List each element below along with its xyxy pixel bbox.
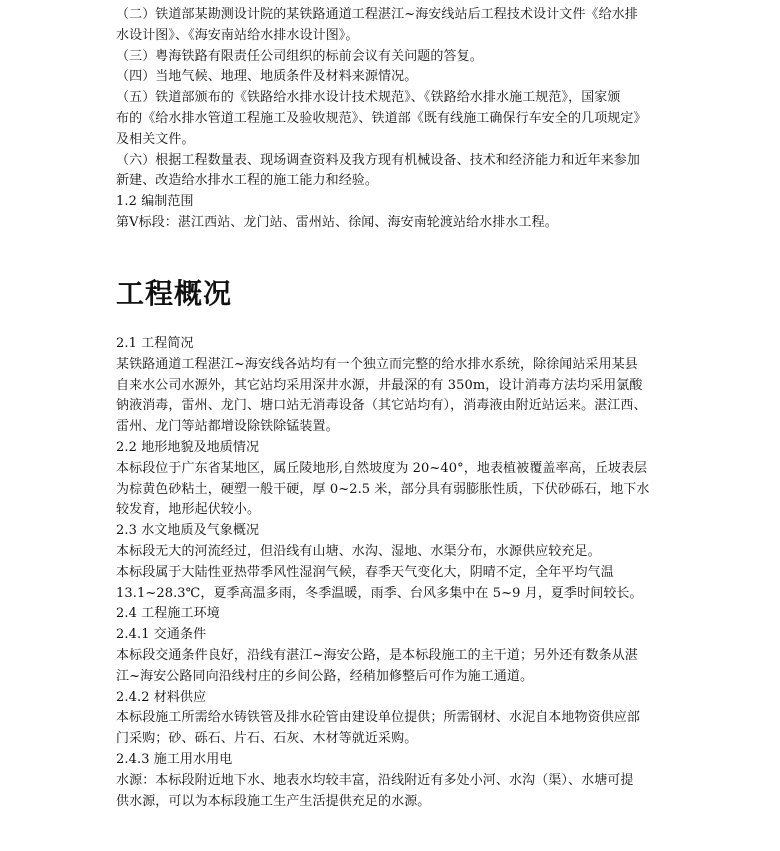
text-line: 雷州、龙门等站都增设除铁除锰装置。	[116, 419, 339, 435]
text-line: （三）粤海铁路有限责任公司组织的标前会议有关问题的答复。	[116, 48, 483, 64]
text-line: 布的《给水排水管道工程施工及验收规范》、铁道部《既有线施工确保行车安全的几项规定》	[116, 111, 647, 126]
text-line: 2.4.2 材料供应	[116, 689, 207, 705]
text-line: 水源：本标段附近地下水、地表水均较丰富，沿线附近有多处小河、水沟（渠）、水塘可提	[116, 772, 634, 788]
text-line: 2.4.3 施工用水用电	[116, 752, 233, 767]
text-line: 本标段施工所需给水铸铁管及排水砼管由建设单位提供；所需钢材、水泥自本地物资供应部	[116, 710, 641, 726]
text-line: 钠液消毒，雷州、龙门、塘口站无消毒设备（其它站均有），消毒液由附近站运来。湛江西、	[116, 398, 647, 414]
text-line: （四）当地气候、地理、地质条件及材料来源情况。	[116, 69, 418, 85]
text-line: （二）铁道部某勘测设计院的某铁路通道工程湛江~海安线站后工程技术设计文件《给水排	[116, 7, 638, 22]
text-line: 较发育，地形起伏较小。	[116, 502, 261, 518]
text-line: 江~海安公路同向沿线村庄的乡间公路，经稍加修整后可作为施工通道。	[116, 668, 534, 684]
text-line: 新建、改造给水排水工程的施工能力和经验。	[116, 173, 379, 189]
text-line: 本标段位于广东省某地区，属丘陵地形,自然坡度为 20~40°，地表植被覆盖率高，丘坡表层	[116, 460, 648, 476]
text-line: 为棕黄色砂粘土，硬塑一般干硬，厚 0~2.5 米，部分具有弱膨胀性质，下伏砂砾石，地下水	[116, 481, 650, 497]
text-line: 供水源，可以为本标段施工生产生活提供充足的水源。	[116, 793, 431, 809]
text-line: 及相关文件。	[116, 131, 195, 147]
text-line: 2.4 工程施工环境	[116, 606, 220, 622]
text-line: 第Ⅴ标段：湛江西站、龙门站、雷州站、徐闻、海安南轮渡站给水排水工程。	[116, 215, 558, 230]
text-line: （五）铁道部颁布的《铁路给水排水设计技术规范》、《铁路给水排水施工规范》，国家颁	[116, 90, 621, 106]
text-line: 1.2 编制范围	[116, 194, 194, 210]
text-line: 2.4.1 交通条件	[116, 627, 207, 643]
text-line: 某铁路通道工程湛江~海安线各站均有一个独立而完整的给水排水系统，除徐闻站采用某县	[116, 356, 638, 372]
text-line: （六）根据工程数量表、现场调查资料及我方现有机械设备、技术和经济能力和近年来参加	[116, 152, 641, 168]
text-line: 门采购；砂、砾石、片石、石灰、木材等就近采购。	[116, 731, 418, 747]
text-line: 自来水公司水源外，其它站均采用深井水源，井最深的有 350m，设计消毒方法均采用氯酸	[116, 377, 643, 393]
text-line: 本标段无大的河流经过，但沿线有山塘、水沟、湿地、水渠分布，水源供应较充足。	[116, 544, 601, 559]
text-line: 2.3 水文地质及气象概况	[116, 523, 260, 539]
text-line: 2.2 地形地貌及地质情况	[116, 440, 260, 455]
chapter-heading: 工程概况	[116, 277, 233, 310]
text-line: 水设计图》、《海安南站给水排水设计图》。	[116, 27, 359, 43]
text-line: 13.1~28.3℃，夏季高温多雨，冬季温暖，雨季、台风多集中在 5~9 月，夏季时间较长。	[116, 585, 643, 601]
text-line: 2.1 工程简况	[116, 336, 194, 351]
text-line: 本标段交通条件良好，沿线有湛江~海安公路，是本标段施工的主干道；另外还有数条从湛	[116, 648, 638, 663]
text-line: 本标段属于大陆性亚热带季风性湿润气候，春季天气变化大，阴晴不定，全年平均气温	[116, 564, 614, 580]
